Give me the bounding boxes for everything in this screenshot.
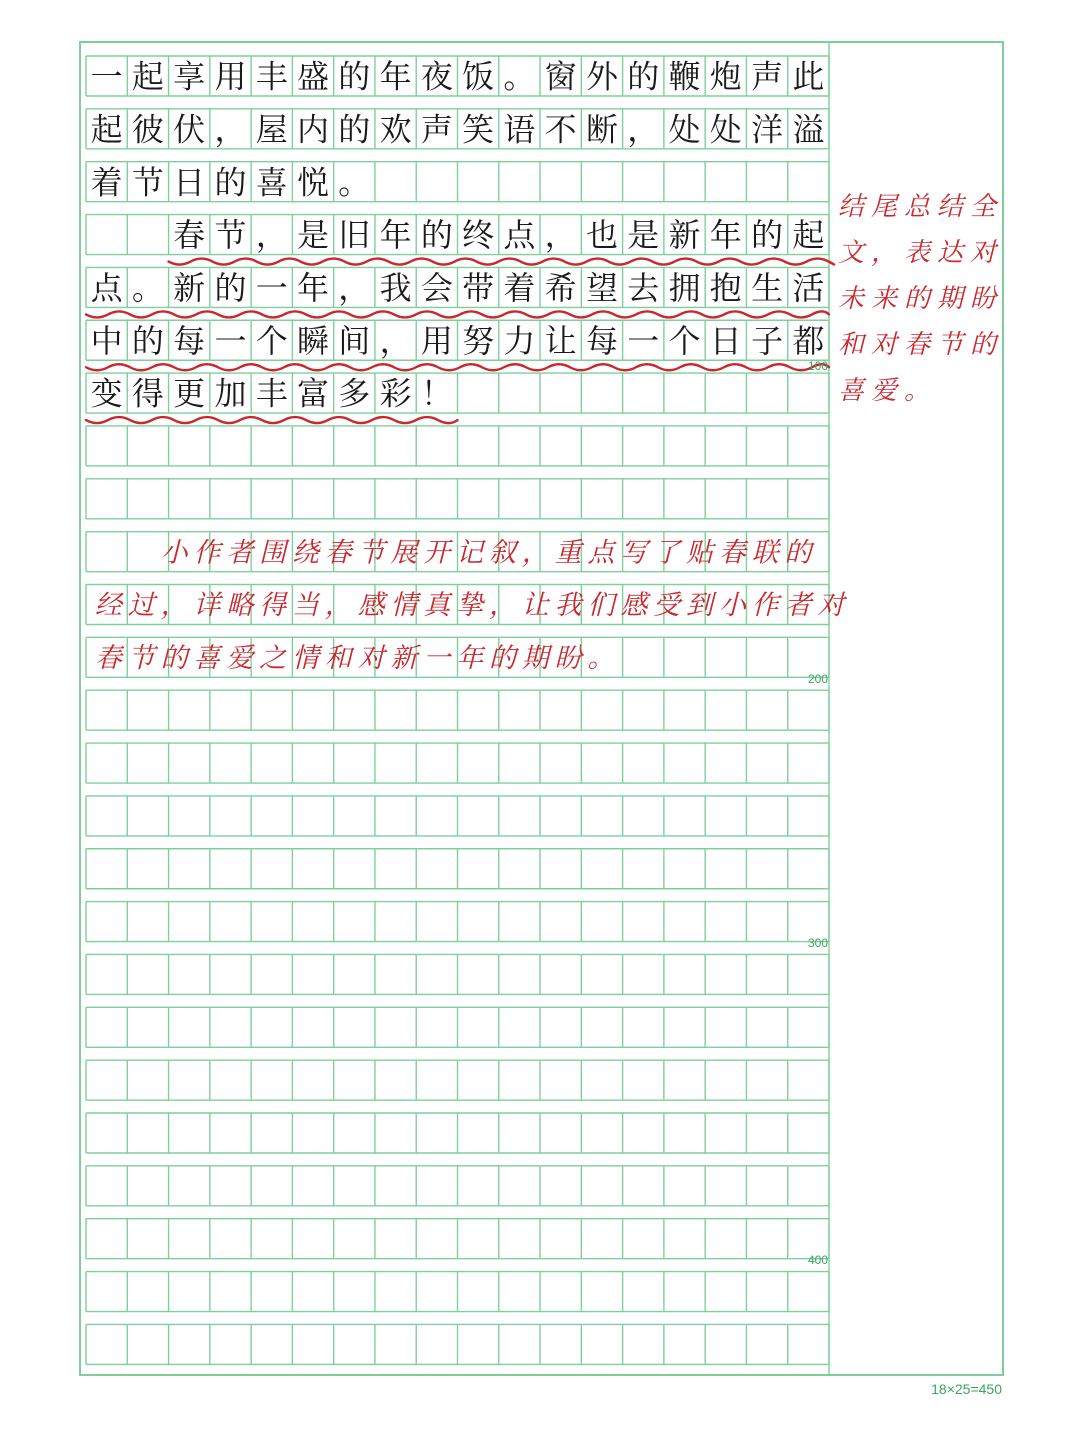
essay-char: 拥 [668, 269, 701, 308]
essay-char: 节 [131, 163, 164, 202]
side-note-char: 的 [969, 330, 997, 360]
comment-char: 让 [521, 590, 549, 622]
side-note-char: 尾 [870, 192, 898, 222]
essay-char: 用 [420, 321, 453, 360]
comment-char: 作 [751, 590, 779, 622]
comment-char: 的 [160, 642, 188, 674]
comment-char: 者 [226, 537, 254, 569]
comment-char: 了 [653, 537, 681, 569]
side-note-char: 表 [903, 238, 931, 268]
essay-char: 力 [503, 321, 536, 360]
essay-char: 彼 [131, 110, 164, 149]
essay-char: 丰 [255, 374, 288, 413]
essay-char: 夜 [420, 57, 453, 96]
side-note-char: ， [870, 238, 898, 268]
essay-char: 日 [173, 163, 206, 202]
comment-char: 。 [587, 642, 615, 674]
comment-char: 受 [653, 590, 681, 622]
essay-char: 会 [420, 269, 453, 308]
essay-char: 欢 [379, 110, 412, 149]
essay-char: 外 [585, 57, 618, 96]
essay-char: 断 [585, 110, 618, 149]
comment-char: 开 [423, 537, 451, 569]
essay-char: 内 [297, 110, 330, 149]
essay-char: 伏 [173, 110, 206, 149]
essay-char: 悦 [297, 163, 330, 202]
essay-char: 活 [792, 269, 825, 308]
comment-char: 一 [423, 642, 451, 674]
wavy-underline [86, 311, 829, 317]
comment-char: 经 [94, 590, 122, 622]
essay-char: 是 [627, 216, 660, 255]
essay-char: 的 [338, 110, 371, 149]
comment-char: 展 [390, 537, 418, 569]
essay-char: ， [544, 216, 577, 255]
wavy-underline [86, 364, 829, 370]
essay-char: 处 [668, 110, 701, 149]
essay-char: 盛 [297, 57, 330, 96]
essay-char: 声 [751, 57, 784, 96]
essay-char: 终 [462, 216, 495, 255]
essay-char: 每 [173, 321, 206, 360]
essay-char: 屋 [255, 110, 288, 149]
side-note-char: 全 [969, 192, 997, 222]
comment-char: 的 [488, 642, 516, 674]
essay-char: 洋 [751, 110, 784, 149]
essay-char: 子 [751, 321, 784, 360]
side-note-char: 喜 [837, 376, 865, 406]
essay-char: 笑 [462, 110, 495, 149]
side-note-char: 盼 [969, 284, 997, 314]
comment-char: ， [488, 590, 516, 622]
comment-char: 的 [784, 537, 812, 569]
essay-char: 的 [420, 216, 453, 255]
essay-char: 年 [709, 216, 742, 255]
essay-char: ， [627, 110, 660, 149]
essay-char: 生 [751, 269, 784, 308]
essay-char: 个 [255, 321, 288, 360]
side-note-char: 对 [969, 238, 997, 268]
comment-char: 情 [390, 590, 418, 622]
comment-char: 节 [127, 642, 155, 674]
essay-char: ， [214, 110, 247, 149]
essay-char: 节 [214, 216, 247, 255]
essay-char: 不 [544, 110, 577, 149]
essay-char: ！ [420, 374, 453, 413]
comment-char: 绕 [291, 537, 319, 569]
comment-char: 春 [718, 537, 746, 569]
essay-char: 鞭 [668, 57, 701, 96]
comment-char: 记 [456, 537, 484, 569]
comment-char: 期 [521, 642, 549, 674]
essay-char: 此 [792, 57, 825, 96]
essay-char: 年 [379, 57, 412, 96]
essay-char: 每 [585, 321, 618, 360]
grid-size-footer: 18×25=450 [931, 1381, 1002, 1397]
essay-char: 声 [420, 110, 453, 149]
comment-char: 联 [751, 537, 779, 569]
comment-char: ， [521, 537, 549, 569]
comment-char: 情 [291, 642, 319, 674]
essay-char: 炮 [709, 57, 742, 96]
comment-char: 重 [554, 537, 582, 569]
essay-char: 变 [90, 374, 123, 413]
side-note-char: 文 [837, 238, 865, 268]
comment-char: ， [324, 590, 352, 622]
essay-char: 起 [131, 57, 164, 96]
essay-char: 带 [462, 269, 495, 308]
essay-char: 瞬 [297, 321, 330, 360]
side-note-char: 结 [837, 192, 865, 222]
comment-char: 喜 [193, 642, 221, 674]
essay-char: 一 [255, 269, 288, 308]
essay-char: 的 [214, 269, 247, 308]
comment-char: 新 [390, 642, 418, 674]
comment-char: 叙 [488, 537, 516, 569]
essay-char: 着 [90, 163, 123, 202]
comment-char: 详 [193, 590, 221, 622]
comment-char: 写 [620, 537, 648, 569]
essay-char: 一 [214, 321, 247, 360]
comment-char: 和 [324, 642, 352, 674]
side-note-char: 来 [870, 284, 898, 314]
essay-char: 也 [585, 216, 618, 255]
essay-char: 努 [462, 321, 495, 360]
essay-char: 丰 [255, 57, 288, 96]
side-note-char: 爱 [870, 376, 898, 406]
essay-char: 我 [379, 269, 412, 308]
count-marker-400: 400 [807, 1253, 828, 1267]
comment-char: 爱 [226, 642, 254, 674]
essay-char: 的 [214, 163, 247, 202]
essay-char: 新 [173, 269, 206, 308]
essay-char: 更 [173, 374, 206, 413]
wavy-underline [169, 259, 835, 265]
essay-char: 中 [90, 321, 123, 360]
essay-char: 年 [379, 216, 412, 255]
count-marker-200: 200 [807, 672, 828, 686]
comment-char: 我 [554, 590, 582, 622]
essay-char: ， [338, 269, 371, 308]
essay-char: 年 [297, 269, 330, 308]
essay-char: 着 [503, 269, 536, 308]
count-marker-300: 300 [807, 936, 828, 950]
essay-char: 抱 [709, 269, 742, 308]
comment-char: 们 [587, 590, 615, 622]
side-note-char: 春 [903, 330, 931, 360]
comment-char: 者 [784, 590, 812, 622]
essay-char: 。 [503, 57, 536, 96]
wavy-underline [86, 417, 458, 423]
essay-char: 间 [338, 321, 371, 360]
essay-char: 富 [297, 374, 330, 413]
essay-char: 的 [627, 57, 660, 96]
essay-char: 起 [792, 216, 825, 255]
essay-char: 溢 [792, 110, 825, 149]
essay-char: 喜 [255, 163, 288, 202]
count-marker-100: 100 [807, 359, 828, 373]
side-note-char: 。 [903, 376, 931, 406]
essay-char: 的 [338, 57, 371, 96]
side-note-char: 和 [837, 330, 865, 360]
essay-char: 的 [751, 216, 784, 255]
side-note-char: 总 [903, 192, 931, 222]
comment-char: 作 [193, 537, 221, 569]
essay-char: 用 [214, 57, 247, 96]
comment-char: 盼 [554, 642, 582, 674]
essay-char: 窗 [544, 57, 577, 96]
essay-char: 一 [627, 321, 660, 360]
comment-char: 小 [718, 590, 746, 622]
essay-char: 让 [544, 321, 577, 360]
teacher-comment [95, 537, 847, 674]
comment-char: 到 [686, 590, 713, 622]
comment-char: 挚 [456, 590, 484, 622]
comment-char: 年 [456, 642, 484, 674]
essay-char: 多 [338, 374, 371, 413]
side-note-char: 达 [936, 238, 964, 268]
essay-char: ， [379, 321, 412, 360]
essay-char: ， [255, 216, 288, 255]
essay-char: 都 [792, 321, 825, 360]
essay-char: 语 [503, 110, 536, 149]
essay-char: 彩 [379, 374, 412, 413]
essay-char: 旧 [338, 216, 371, 255]
comment-char: 得 [259, 590, 287, 622]
essay-char: 个 [668, 321, 701, 360]
count-markers [808, 359, 828, 1267]
comment-char: 感 [620, 590, 648, 622]
comment-char: 真 [423, 590, 451, 622]
essay-char: 望 [585, 269, 618, 308]
comment-char: 感 [357, 590, 385, 622]
comment-char: 点 [587, 537, 615, 569]
essay-char: 春 [173, 216, 206, 255]
side-note-char: 节 [936, 330, 964, 360]
essay-char: 新 [668, 216, 701, 255]
comment-char: 当 [291, 590, 319, 622]
comment-char: 过 [127, 590, 155, 622]
comment-char: 对 [817, 590, 845, 622]
essay-char: 点 [503, 216, 536, 255]
comment-char: ， [160, 590, 188, 622]
side-note-char: 期 [936, 284, 964, 314]
essay-char: 一 [90, 57, 123, 96]
side-note-char: 对 [870, 330, 898, 360]
comment-char: 春 [94, 642, 122, 674]
essay-char: 饭 [462, 57, 495, 96]
side-note-char: 未 [837, 284, 865, 314]
comment-char: 贴 [686, 537, 713, 569]
side-note [838, 192, 1000, 406]
essay-char: 去 [627, 269, 660, 308]
essay-char: 得 [131, 374, 164, 413]
essay-char: 加 [214, 374, 247, 413]
comment-char: 节 [357, 537, 385, 569]
essay-char: 日 [709, 321, 742, 360]
side-note-char: 的 [903, 284, 931, 314]
comment-char: 围 [259, 537, 287, 569]
side-note-char: 结 [936, 192, 964, 222]
essay-char: 享 [173, 57, 206, 96]
essay-char: 是 [297, 216, 330, 255]
comment-char: 略 [226, 590, 254, 622]
essay-char: 。 [338, 163, 371, 202]
essay-char: 希 [544, 269, 577, 308]
comment-char: 之 [259, 642, 287, 674]
comment-char: 春 [324, 537, 352, 569]
essay-char: 处 [709, 110, 742, 149]
essay-char: 起 [90, 110, 123, 149]
essay-char: 的 [131, 321, 164, 360]
essay-char: 。 [131, 269, 164, 308]
comment-char: 小 [160, 537, 188, 569]
essay-char: 点 [90, 269, 123, 308]
comment-char: 对 [357, 642, 385, 674]
